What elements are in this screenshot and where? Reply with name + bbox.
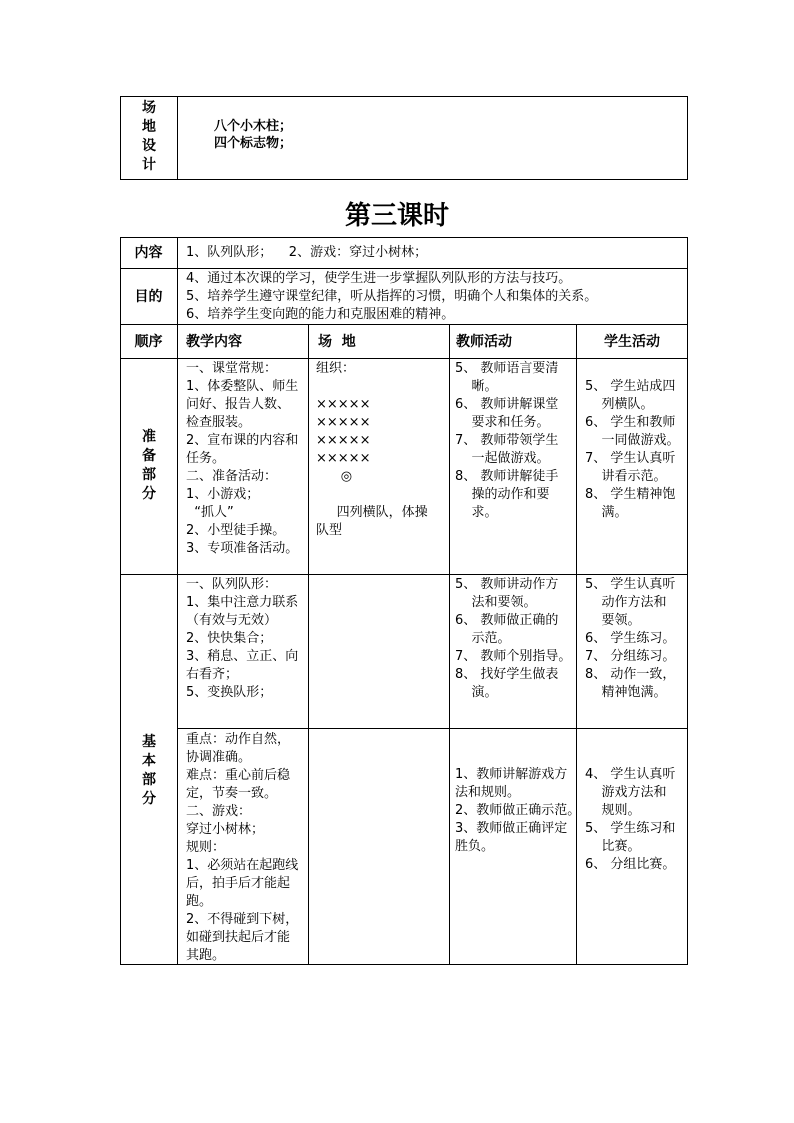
venue-design-table (120, 96, 688, 180)
label-char: 计 (142, 157, 156, 173)
header-order: 顺序 (134, 334, 163, 350)
header-teacher: 教师活动 (456, 334, 512, 350)
row-divider (120, 358, 688, 359)
label-char: 分 (142, 486, 156, 502)
col-divider (449, 324, 450, 965)
header-content: 教学内容 (186, 334, 242, 350)
label-char: 基 (142, 734, 156, 750)
header-student: 学生活动 (604, 334, 660, 350)
venue-divider (177, 96, 178, 180)
prep-content: 一、课堂常规： 1、体委整队、师生 问好、报告人数、 检查服装。 2、宣布课的内容和 任务。 二、准备活动： 1、小游戏； “抓人” 2、小型徒手操。 3、专项准备活动。 (186, 361, 299, 556)
basic-teacher-bottom: 1、教师讲解游戏方 法和规则。 2、教师做正确示范。 3、教师做正确评定 胜负。 (455, 767, 581, 854)
col-divider (308, 324, 309, 965)
label-char: 准 (142, 429, 156, 445)
label-char: 分 (142, 791, 156, 807)
row-divider (120, 324, 688, 325)
inner-row-divider (177, 728, 688, 729)
row-divider (120, 574, 688, 575)
label-char: 部 (142, 772, 156, 788)
venue-line: 八个小木柱； (214, 119, 293, 134)
prep-teacher: 5、 教师语言要清 晰。 6、 教师讲解课堂 要求和任务。 7、 教师带领学生 一起做游戏。 8、 教师讲解徒手 操的动作和要 求。 (455, 361, 559, 520)
prep-venue: 组织： ××××× ××××× ××××× ××××× ◎ 四列横队，体操 队型 (316, 361, 428, 538)
basic-section-label (139, 733, 159, 809)
label-char: 本 (142, 753, 156, 769)
venue-design-label (139, 99, 159, 175)
basic-teacher-top: 5、 教师讲动作方 法和要领。 6、 教师做正确的 示范。 7、 教师个别指导。 8、 找好学生做表 演。 (455, 577, 572, 700)
basic-content-top: 一、队列队形： 1、集中注意力联系 （有效与无效） 2、快快集合； 3、稍息、立正、向 右看齐； 5、变换队形； (186, 577, 299, 700)
goal-line: 6、培养学生变向跑的能力和克服困难的精神。 (186, 307, 455, 322)
venue-line: 四个标志物； (214, 136, 293, 151)
label-char: 场 (142, 100, 156, 116)
header-venue: 场 地 (318, 334, 356, 350)
label-char: 备 (142, 448, 156, 464)
content-value: 1、队列队形； 2、游戏：穿过小树林； (186, 245, 428, 260)
basic-content-bottom: 重点：动作自然， 协调准确。 难点：重心前后稳 定，节奏一致。 二、游戏： 穿过小树林； 规则： 1、必须站在起跑线 后，拍手后才能起 跑。 2、不得碰到下树， 如碰到扶起后才能 其跑。 (186, 732, 299, 963)
label-char: 部 (142, 467, 156, 483)
basic-student-top: 5、 学生认真听 动作方法和 要领。 6、 学生练习。 7、 分组练习。 8、 动作一致， 精神饱满。 (585, 577, 676, 700)
goal-line: 5、培养学生遵守课堂纪律，听从指挥的习惯，明确个人和集体的关系。 (186, 289, 598, 304)
lesson-title: 第三课时 (344, 201, 449, 231)
goal-label: 目的 (134, 289, 163, 305)
content-label: 内容 (134, 245, 163, 261)
label-char: 设 (142, 138, 156, 154)
goal-line: 4、通过本次课的学习，使学生进一步掌握队列队形的方法与技巧。 (186, 271, 572, 286)
row-divider (120, 268, 688, 269)
basic-student-bottom: 4、 学生认真听 游戏方法和 规则。 5、 学生练习和 比赛。 6、 分组比赛。 (585, 767, 676, 872)
prep-student: 5、 学生站成四 列横队。 6、 学生和教师 一同做游戏。 7、 学生认真听 讲看示范。 8、 学生精神饱 满。 (585, 379, 680, 520)
prep-section-label (139, 428, 159, 504)
col-divider (177, 237, 178, 965)
col-divider (576, 324, 577, 965)
label-char: 地 (142, 119, 156, 135)
